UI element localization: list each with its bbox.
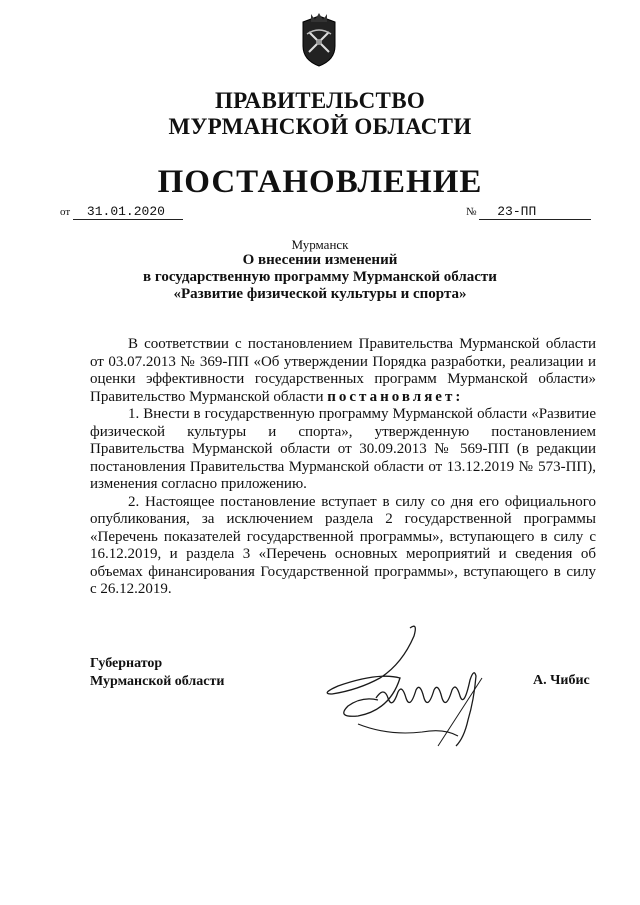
coat-of-arms-icon xyxy=(297,12,341,68)
resolves-word: постановляет: xyxy=(327,388,464,405)
subject-line2: в государственную программу Мурманской области xyxy=(143,269,497,285)
signer-title-line1: Губернатор xyxy=(90,656,163,671)
date-prefix: от xyxy=(60,206,71,218)
document-date xyxy=(60,205,183,220)
signer-title xyxy=(90,655,224,691)
city: Мурманск xyxy=(291,237,349,252)
subject-line3: «Развитие физической культуры и спорта» xyxy=(173,286,467,302)
intro-paragraph xyxy=(90,336,596,406)
signature-icon xyxy=(318,620,528,760)
item-2-paragraph: 2. Настоящее постановление вступает в силу со дня его официального опубликования, за исключением раздела 2 государственной программы «Перечень показателей государственной программы», вступающего в силу с 16.12.2019, и раздела 3 «Перечень основных мероприятий и сведения об объемах финансирования Государственной программы», вступающего в силу с 26.12.2019. xyxy=(90,493,596,597)
number-value: 23-ПП xyxy=(479,205,591,220)
number-prefix: № xyxy=(466,206,477,218)
item-1-paragraph: 1. Внести в государственную программу Мурманской области «Развитие физической культуры и спорта», утвержденную постановлением Правительства Мурманской области от 30.09.2013 № 569-ПП (в редакции постановления Правительства Мурманской области от 13.12.2019 № 573-ПП), изменения согласно приложению. xyxy=(90,406,596,492)
document-subject xyxy=(0,252,640,303)
date-value: 31.01.2020 xyxy=(73,205,183,220)
document-body xyxy=(90,336,596,599)
government-title-line2: МУРМАНСКОЙ ОБЛАСТИ xyxy=(168,114,472,139)
subject-line1: О внесении изменений xyxy=(242,252,398,268)
government-title-line1: ПРАВИТЕЛЬСТВО xyxy=(214,88,426,113)
document-type-title: ПОСТАНОВЛЕНИЕ xyxy=(157,164,483,200)
signer-title-line2: Мурманской области xyxy=(90,674,225,689)
document-number xyxy=(466,205,591,220)
signer-name: А. Чибис xyxy=(533,673,590,688)
intro-text: В соответствии с постановлением Правительства Мурманской области от 03.07.2013 № 369-ПП «Об утверждении Порядка разработки, реализации и оценки эффективности государственных программ Мурманской области» Правительство Мурманской области xyxy=(90,336,596,405)
